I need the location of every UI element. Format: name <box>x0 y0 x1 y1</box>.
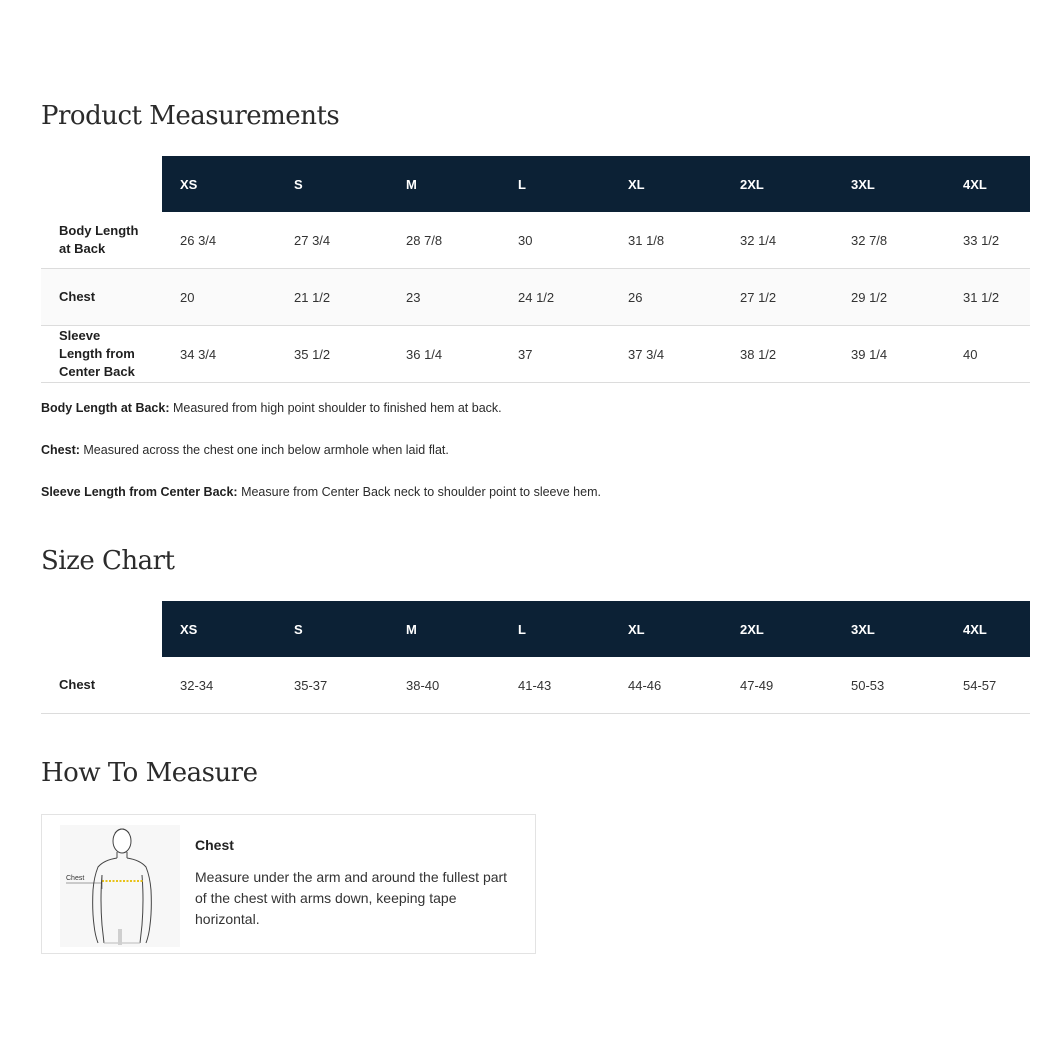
table-cell: 36 1/4 <box>388 326 500 383</box>
card-title: Chest <box>195 837 234 853</box>
size-header-xs: XS <box>162 601 276 657</box>
size-chart-title: Size Chart <box>41 546 175 576</box>
size-header-s: S <box>276 156 388 212</box>
size-header-3xl: 3XL <box>833 601 945 657</box>
table-cell: 44-46 <box>610 657 722 714</box>
size-header-l: L <box>500 156 610 212</box>
table-header-row <box>41 601 1030 657</box>
table-cell: 31 1/8 <box>610 212 722 269</box>
table-cell: 54-57 <box>945 657 1030 714</box>
table-cell: 33 1/2 <box>945 212 1030 269</box>
table-row <box>41 269 1030 326</box>
row-label-chest: Chest <box>41 269 162 326</box>
note-sleeve-length <box>41 484 941 500</box>
product-measurements-title: Product Measurements <box>41 101 340 131</box>
table-cell: 31 1/2 <box>945 269 1030 326</box>
how-to-measure-title: How To Measure <box>41 758 258 788</box>
figure-chest-label: Chest <box>66 875 85 882</box>
table-cell: 50-53 <box>833 657 945 714</box>
table-cell: 40 <box>945 326 1030 383</box>
table-header-row <box>41 156 1030 212</box>
table-cell: 20 <box>162 269 276 326</box>
table-cell: 38 1/2 <box>722 326 833 383</box>
size-chart-table <box>41 601 1030 714</box>
table-cell: 37 3/4 <box>610 326 722 383</box>
table-cell: 35-37 <box>276 657 388 714</box>
table-cell: 41-43 <box>500 657 610 714</box>
note-term: Body Length at Back: <box>41 401 170 415</box>
header-corner <box>41 601 162 657</box>
size-header-m: M <box>388 601 500 657</box>
note-body-length <box>41 400 941 416</box>
table-row <box>41 657 1030 714</box>
table-row <box>41 326 1030 383</box>
size-header-3xl: 3XL <box>833 156 945 212</box>
table-cell: 34 3/4 <box>162 326 276 383</box>
row-label-sleeve-length: Sleeve Length from Center Back <box>41 326 162 383</box>
table-cell: 30 <box>500 212 610 269</box>
size-header-2xl: 2XL <box>722 601 833 657</box>
size-header-m: M <box>388 156 500 212</box>
table-cell: 32-34 <box>162 657 276 714</box>
table-cell: 32 7/8 <box>833 212 945 269</box>
product-measurements-table <box>41 156 1030 383</box>
table-cell: 27 1/2 <box>722 269 833 326</box>
table-cell: 38-40 <box>388 657 500 714</box>
note-chest <box>41 442 941 458</box>
body-figure-illustration <box>60 825 180 947</box>
table-cell: 26 3/4 <box>162 212 276 269</box>
table-cell: 27 3/4 <box>276 212 388 269</box>
note-text: Measure from Center Back neck to shoulder point to sleeve hem. <box>237 485 601 499</box>
size-header-4xl: 4XL <box>945 601 1030 657</box>
header-corner <box>41 156 162 212</box>
table-cell: 35 1/2 <box>276 326 388 383</box>
table-cell: 47-49 <box>722 657 833 714</box>
row-label-body-length: Body Length at Back <box>41 212 162 269</box>
size-header-2xl: 2XL <box>722 156 833 212</box>
table-cell: 28 7/8 <box>388 212 500 269</box>
table-row <box>41 212 1030 269</box>
size-header-l: L <box>500 601 610 657</box>
row-label-chest: Chest <box>41 657 162 714</box>
card-description: Measure under the arm and around the fullest part of the chest with arms down, keeping tape horizontal. <box>195 869 508 927</box>
note-text: Measured across the chest one inch below armhole when laid flat. <box>79 443 449 457</box>
size-header-4xl: 4XL <box>945 156 1030 212</box>
size-header-xl: XL <box>610 156 722 212</box>
table-cell: 21 1/2 <box>276 269 388 326</box>
note-text: Measured from high point shoulder to finished hem at back. <box>169 401 502 415</box>
table-cell: 24 1/2 <box>500 269 610 326</box>
table-cell: 23 <box>388 269 500 326</box>
size-header-xl: XL <box>610 601 722 657</box>
table-cell: 32 1/4 <box>722 212 833 269</box>
table-cell: 26 <box>610 269 722 326</box>
size-header-xs: XS <box>162 156 276 212</box>
measure-card-chest <box>41 814 536 954</box>
table-cell: 39 1/4 <box>833 326 945 383</box>
measurement-notes <box>41 400 941 526</box>
table-cell: 29 1/2 <box>833 269 945 326</box>
note-term: Sleeve Length from Center Back: <box>41 485 238 499</box>
table-cell: 37 <box>500 326 610 383</box>
note-term: Chest: <box>41 443 80 457</box>
size-header-s: S <box>276 601 388 657</box>
